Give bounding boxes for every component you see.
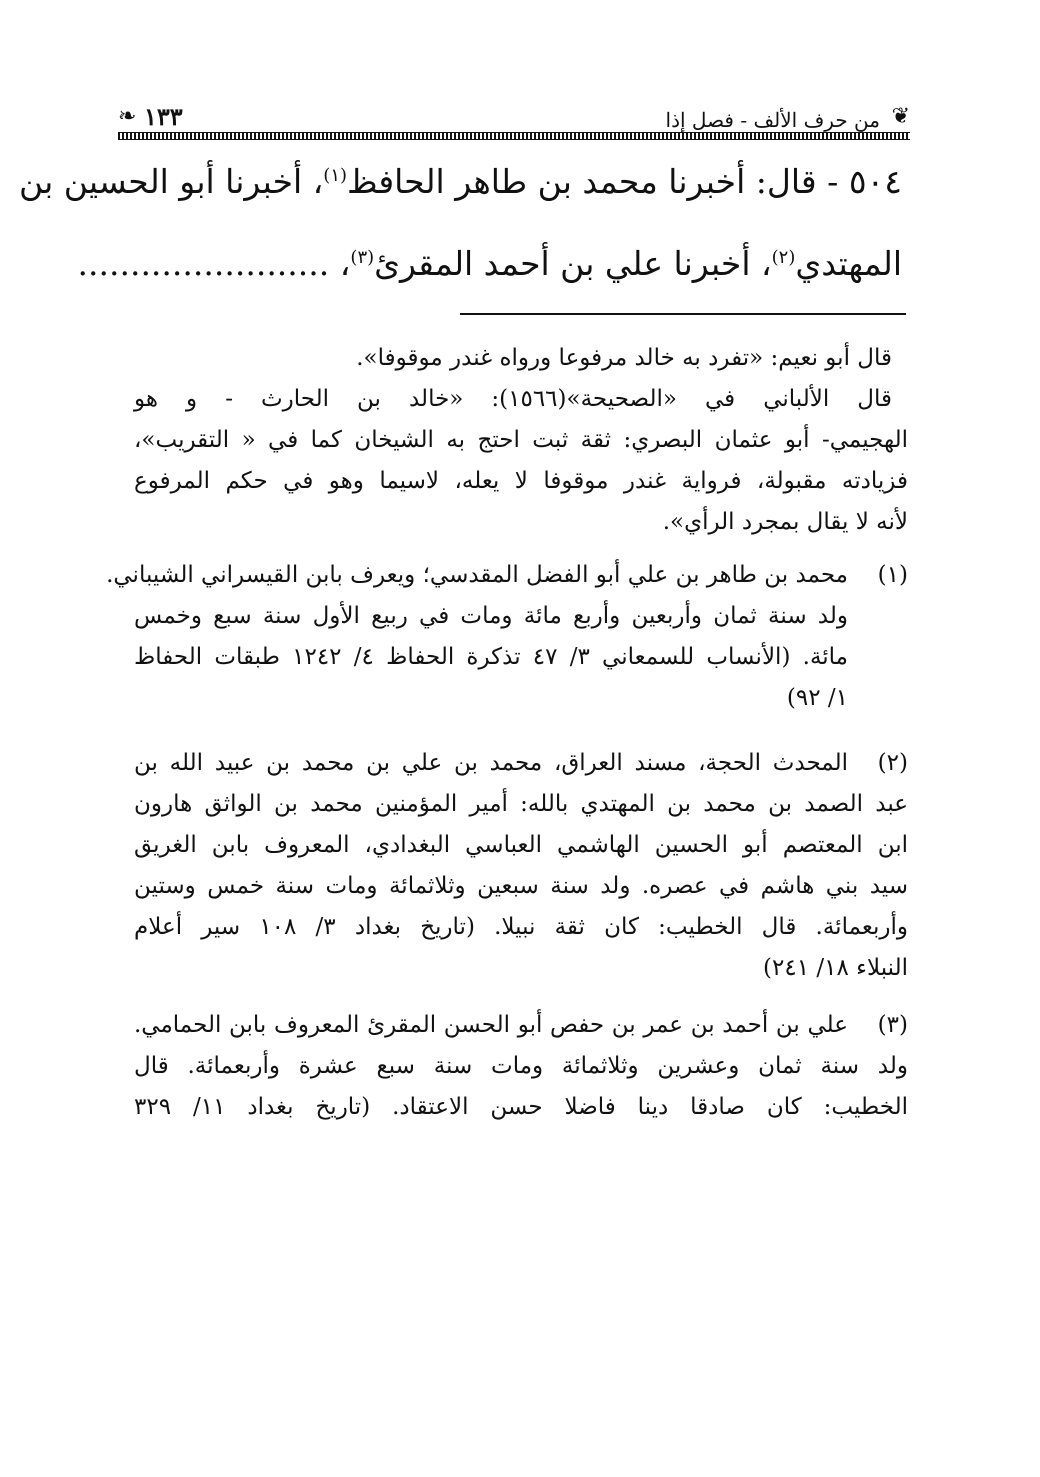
footnote-ref-2[interactable]: (٢) bbox=[771, 247, 796, 268]
footnote-line: المحدث الحجة، مسند العراق، محمد بن علي بن محمد بن عبيد الله بن bbox=[134, 750, 848, 776]
footnote-line: ١/ ٩٢) bbox=[786, 685, 848, 711]
footnote-divider bbox=[460, 313, 906, 315]
footnote-ref-1[interactable]: (١) bbox=[323, 165, 348, 186]
note-intro-line: فزيادته مقبولة، فرواية غندر موقوفا لا يعله، لاسيما وهو في حكم المرفوع bbox=[134, 468, 908, 494]
footnote-line: ولد سنة ثمان وأربعين وأربع مائة ومات في ربيع الأول سنة سبع وخمس bbox=[134, 603, 848, 629]
footnote-number: (٣) bbox=[877, 1012, 908, 1038]
footnote-line: ولد سنة ثمان وعشرين وثلاثمائة ومات سنة سبع عشرة وأربعمائة. قال bbox=[134, 1053, 908, 1079]
footnote-ref-3[interactable]: (٣) bbox=[350, 247, 375, 268]
footnote-2 bbox=[134, 743, 908, 989]
footnote-line: مائة. (الأنساب للسمعاني ٣/ ٤٧ تذكرة الحفاظ ٤/ ١٢٤٢ طبقات الحفاظ bbox=[134, 644, 849, 670]
ornament-right-icon: ❦ bbox=[891, 104, 910, 129]
ornament-left-icon: ❧ bbox=[118, 104, 137, 129]
note-intro-line: قال الألباني في «الصحيحة»(١٥٦٦): «خالد بن الحارث - و هو bbox=[134, 386, 892, 412]
main-line-2: المهتدي$^{(٢)}$، أخبرنا علي بن أحمد المقرئ$^{(٣)}$، ........................ bbox=[77, 244, 902, 283]
note-intro-line: قال أبو نعيم: «تفرد به خالد مرفوعا ورواه غندر موقوفا». bbox=[356, 345, 892, 371]
note-intro-line: لأنه لا يقال بمجرد الرأي». bbox=[662, 509, 908, 535]
footnote-line: علي بن أحمد بن عمر بن حفص أبو الحسن المقرئ المعروف بابن الحمامي. bbox=[134, 1012, 848, 1038]
main-text bbox=[18, 160, 902, 324]
footnote-3 bbox=[134, 1005, 908, 1128]
page-number: ١٣٣ bbox=[144, 102, 183, 131]
note-intro-line: الهجيمي- أبو عثمان البصري: ثقة ثبت احتج به الشيخان كما في « التقريب»، bbox=[134, 427, 908, 453]
header-rule bbox=[118, 132, 910, 140]
footnote-line: وأربعمائة. قال الخطيب: كان ثقة نبيلا. (تاريخ بغداد ٣/ ١٠٨ سير أعلام bbox=[134, 914, 908, 940]
footnote-line: النبلاء ١٨/ ٢٤١) bbox=[763, 955, 908, 981]
footnote-number: (٢) bbox=[877, 750, 908, 776]
footnote-line: محمد بن طاهر بن علي أبو الفضل المقدسي؛ ويعرف بابن القيسراني الشيباني. bbox=[106, 562, 848, 588]
footnote-line: ابن المعتصم أبو الحسين الهاشمي العباسي البغدادي، المعروف بابن الغريق bbox=[134, 832, 908, 858]
running-title: من حرف الألف - فصل إذا bbox=[665, 108, 880, 132]
footnote-line: عبد الصمد بن محمد بن المهتدي بالله: أمير المؤمنين محمد بن الواثق هارون bbox=[134, 791, 908, 817]
footnote-1 bbox=[106, 555, 908, 719]
footnote-line: الخطيب: كان صادقا دينا فاضلا حسن الاعتقاد. (تاريخ بغداد ١١/ ٣٢٩ bbox=[134, 1094, 908, 1120]
footnote-number: (١) bbox=[877, 562, 908, 588]
footnote-line: سيد بني هاشم في عصره. ولد سنة سبعين وثلاثمائة ومات سنة خمس وستين bbox=[134, 873, 908, 899]
notes-section bbox=[106, 338, 908, 1128]
running-header bbox=[118, 100, 910, 140]
main-line-1: ٥٠٤ - قال: أخبرنا محمد بن طاهر الحافظ$^{(١)}$، أخبرنا أبو الحسين بن bbox=[18, 162, 902, 201]
